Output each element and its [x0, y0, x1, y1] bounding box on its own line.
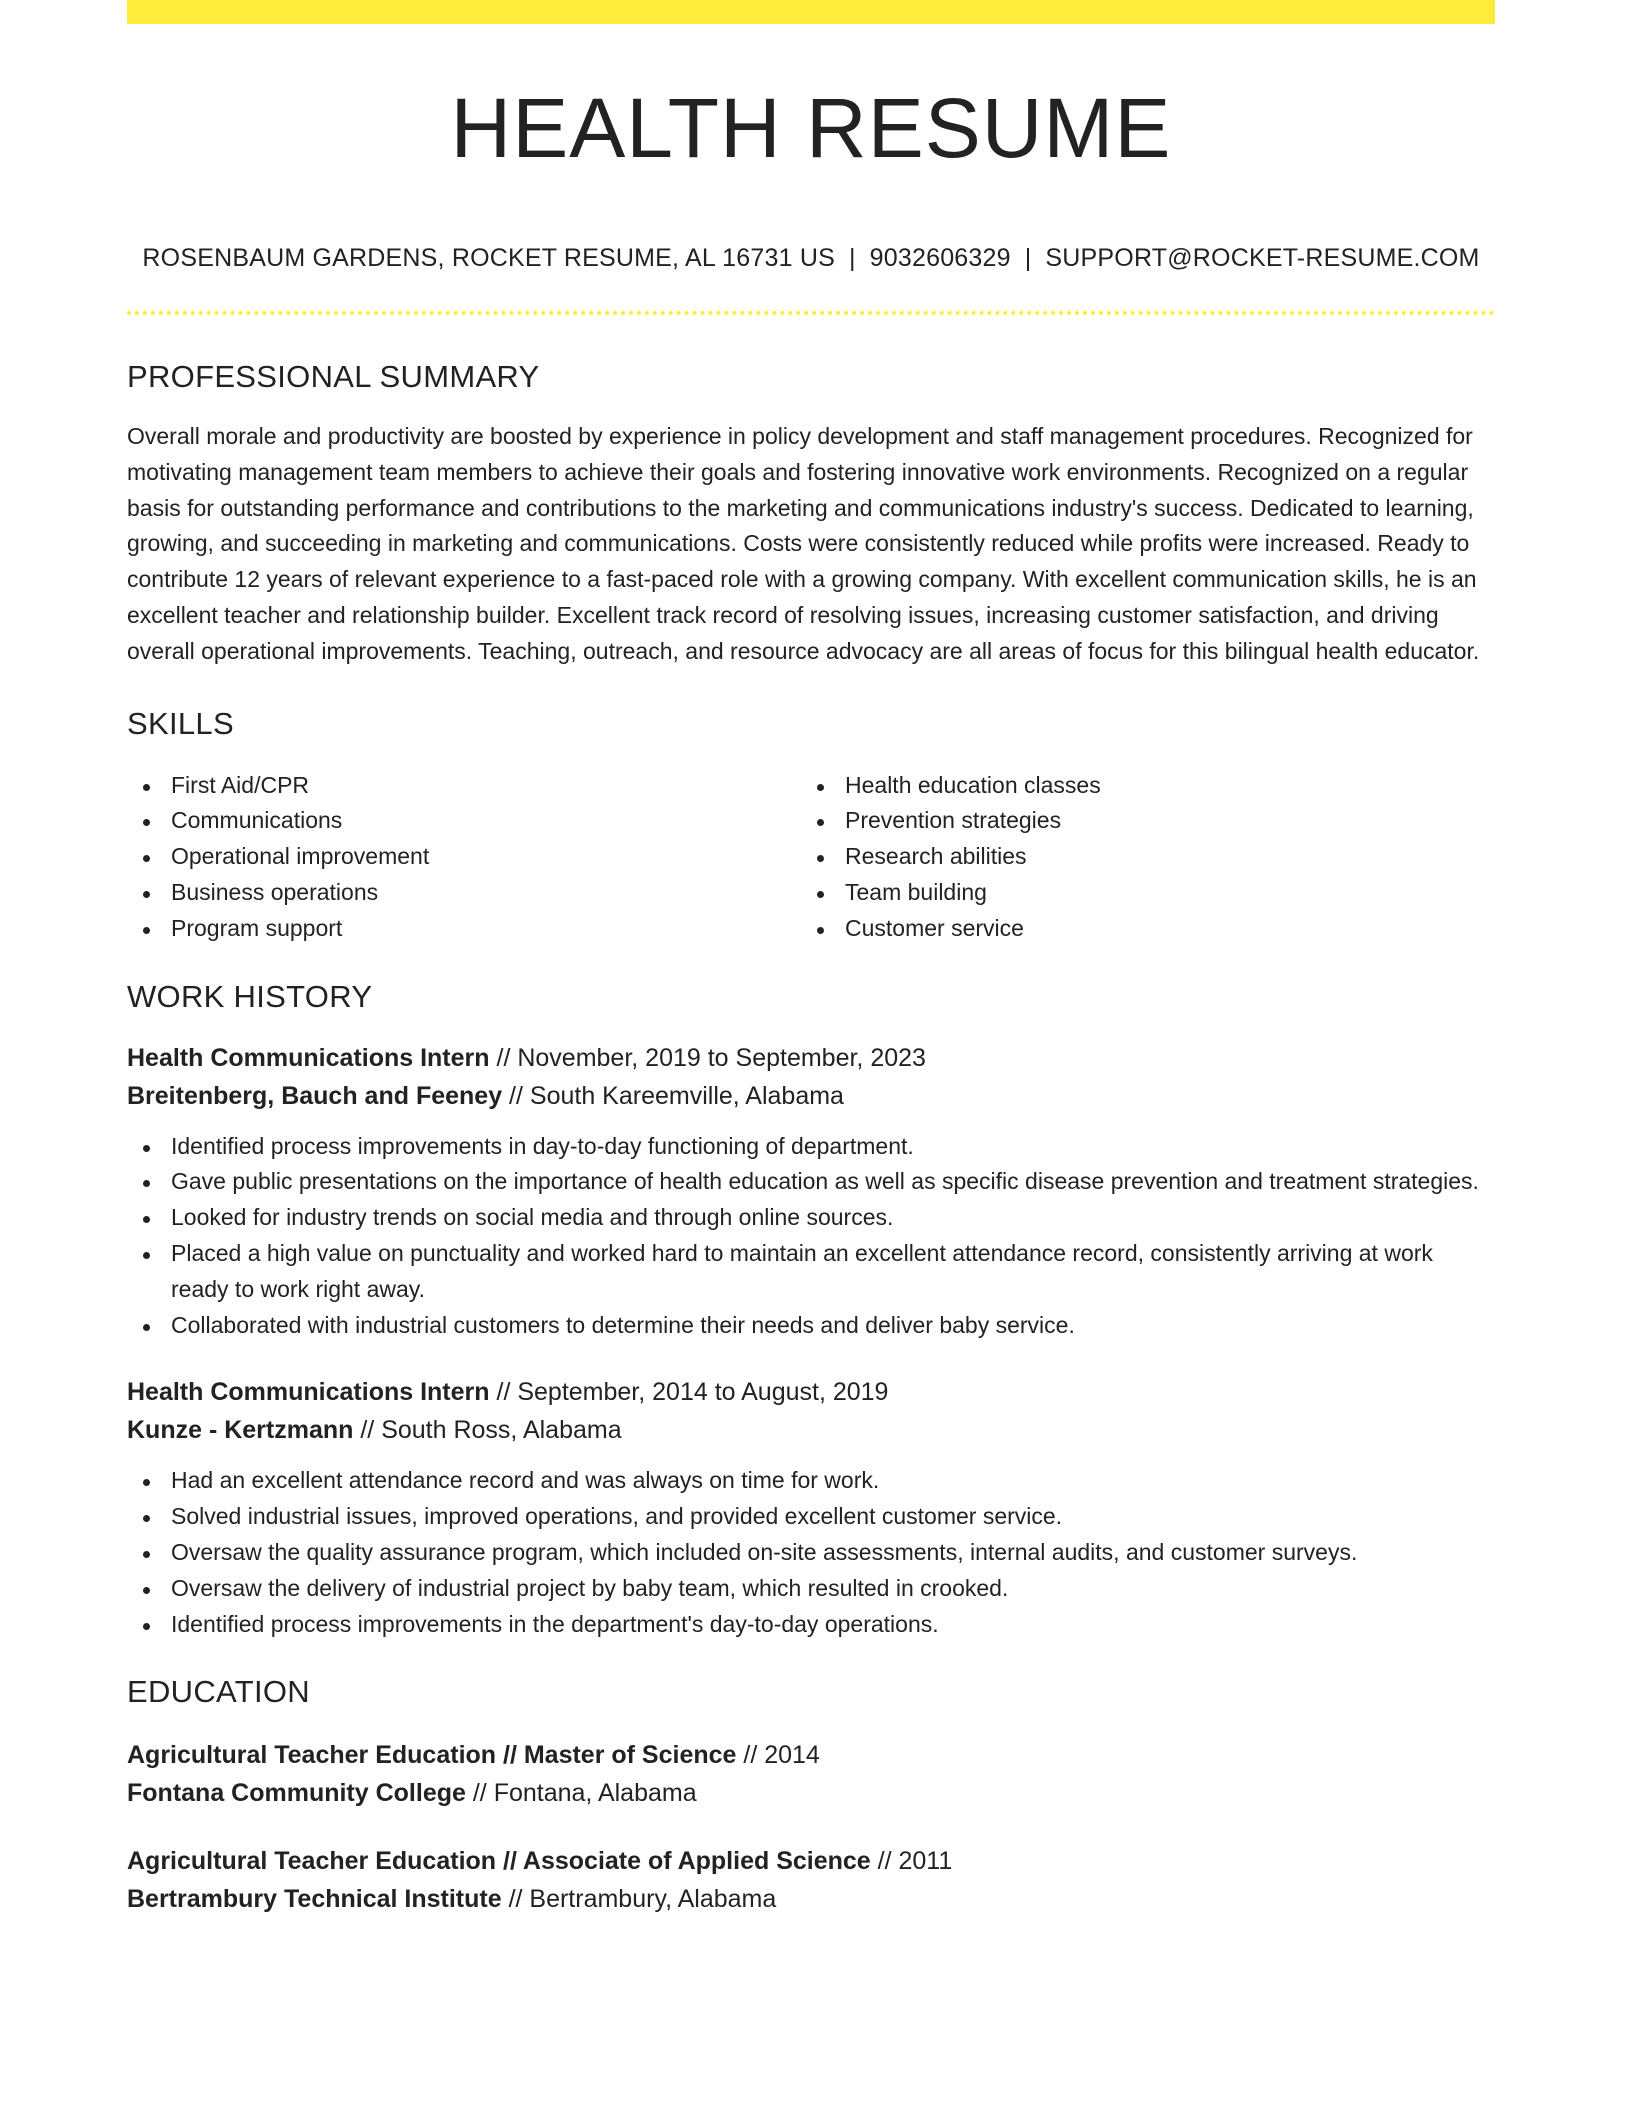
education-entry: [127, 1736, 1495, 1812]
job-company-line: [127, 1077, 1495, 1115]
contact-address: ROSENBAUM GARDENS, ROCKET RESUME, AL 16731 US: [142, 244, 835, 272]
skill-item: Operational improvement: [127, 839, 801, 875]
job-location: // South Ross, Alabama: [353, 1416, 622, 1445]
job-duty: Identified process improvements in the department's day-to-day operations.: [127, 1607, 1495, 1643]
dotted-divider: [127, 311, 1495, 315]
job-entry: [127, 1373, 1495, 1642]
job-duty: Placed a high value on punctuality and worked hard to maintain an excellent attendance record, consistently arriving at work ready to work right away.: [127, 1236, 1495, 1308]
job-duties-list: [127, 1129, 1495, 1344]
job-duty: Identified process improvements in day-to-day functioning of department.: [127, 1129, 1495, 1165]
job-duty: Looked for industry trends on social media and through online sources.: [127, 1200, 1495, 1236]
education-location: // Fontana, Alabama: [465, 1779, 697, 1808]
resume-name: HEALTH RESUME: [450, 81, 1172, 175]
job-title-line: [127, 1039, 1495, 1077]
education-school: Bertrambury Technical Institute: [127, 1885, 502, 1914]
accent-top-bar: [127, 0, 1495, 24]
work-history-heading: WORK HISTORY: [127, 978, 373, 1014]
job-company: Breitenberg, Bauch and Feeney: [127, 1081, 503, 1110]
contact-line: [127, 244, 1495, 273]
job-role: Health Communications Intern: [127, 1043, 490, 1072]
job-entry: [127, 1039, 1495, 1344]
education-school-line: [127, 1774, 1495, 1812]
job-duty: Gave public presentations on the importance of health education as well as specific disease prevention and treatment strategies.: [127, 1164, 1495, 1200]
education-year: // 2014: [736, 1741, 820, 1770]
education-degree-line: [127, 1736, 1495, 1774]
contact-phone: 9032606329: [869, 244, 1011, 272]
job-duty: Solved industrial issues, improved operations, and provided excellent customer service.: [127, 1499, 1495, 1535]
skill-item: Program support: [127, 911, 801, 947]
skill-item: Prevention strategies: [801, 803, 1475, 839]
skills-right-list: [801, 768, 1475, 947]
job-duty: Oversaw the delivery of industrial project by baby team, which resulted in crooked.: [127, 1571, 1495, 1607]
education-year: // 2011: [870, 1847, 953, 1876]
contact-separator: |: [1024, 244, 1032, 272]
education-degree-line: [127, 1842, 1495, 1880]
skill-item: Business operations: [127, 875, 801, 911]
contact-separator: |: [848, 244, 856, 272]
job-company: Kunze - Kertzmann: [127, 1416, 354, 1445]
skills-left-list: [127, 768, 801, 947]
job-duty: Oversaw the quality assurance program, which included on-site assessments, internal audits, and customer surveys.: [127, 1535, 1495, 1571]
job-duty: Had an excellent attendance record and was always on time for work.: [127, 1463, 1495, 1499]
education-location: // Bertrambury, Alabama: [501, 1885, 777, 1914]
skill-item: First Aid/CPR: [127, 768, 801, 804]
contact-email: SUPPORT@ROCKET-RESUME.COM: [1045, 244, 1480, 272]
job-location: // South Kareemville, Alabama: [502, 1081, 844, 1110]
skill-item: Health education classes: [801, 768, 1475, 804]
summary-text: Overall morale and productivity are boosted by experience in policy development and staff management procedures. Recognized for motivating management team members to achieve their goals and fostering innovative work environments. Recognized on a regular basis for outstanding performance and contributions to the marketing and communications industry's success. Dedicated to learning, growing, and succeeding in marketing and communications. Costs were consistently reduced while profits were increased. Ready to contribute 12 years of relevant experience to a fast-paced role with a growing company. With excellent communication skills, he is an excellent teacher and relationship builder. Excellent track record of resolving issues, increasing customer satisfaction, and driving overall operational improvements. Teaching, outreach, and resource advocacy are all areas of focus for this bilingual health educator.: [127, 423, 1480, 664]
education-degree: Agricultural Teacher Education // Associate of Applied Science: [127, 1847, 871, 1876]
skill-item: Research abilities: [801, 839, 1475, 875]
education-entry: [127, 1842, 1495, 1918]
job-title-line: [127, 1373, 1495, 1411]
education-degree: Agricultural Teacher Education // Master of Science: [127, 1741, 737, 1770]
job-dates: // September, 2014 to August, 2019: [489, 1378, 889, 1407]
education-heading: EDUCATION: [127, 1674, 310, 1710]
skill-item: Customer service: [801, 911, 1475, 947]
job-company-line: [127, 1411, 1495, 1449]
skills-heading: SKILLS: [127, 705, 234, 741]
resume-page: [127, 0, 1495, 1918]
skills-columns: [127, 768, 1495, 947]
summary-heading: PROFESSIONAL SUMMARY: [127, 359, 540, 394]
job-dates: // November, 2019 to September, 2023: [489, 1043, 926, 1072]
skill-item: Team building: [801, 875, 1475, 911]
job-duty: Collaborated with industrial customers to determine their needs and deliver baby service.: [127, 1308, 1495, 1344]
skill-item: Communications: [127, 803, 801, 839]
job-role: Health Communications Intern: [127, 1378, 490, 1407]
education-school: Fontana Community College: [127, 1779, 466, 1808]
job-duties-list: [127, 1463, 1495, 1642]
education-school-line: [127, 1880, 1495, 1918]
